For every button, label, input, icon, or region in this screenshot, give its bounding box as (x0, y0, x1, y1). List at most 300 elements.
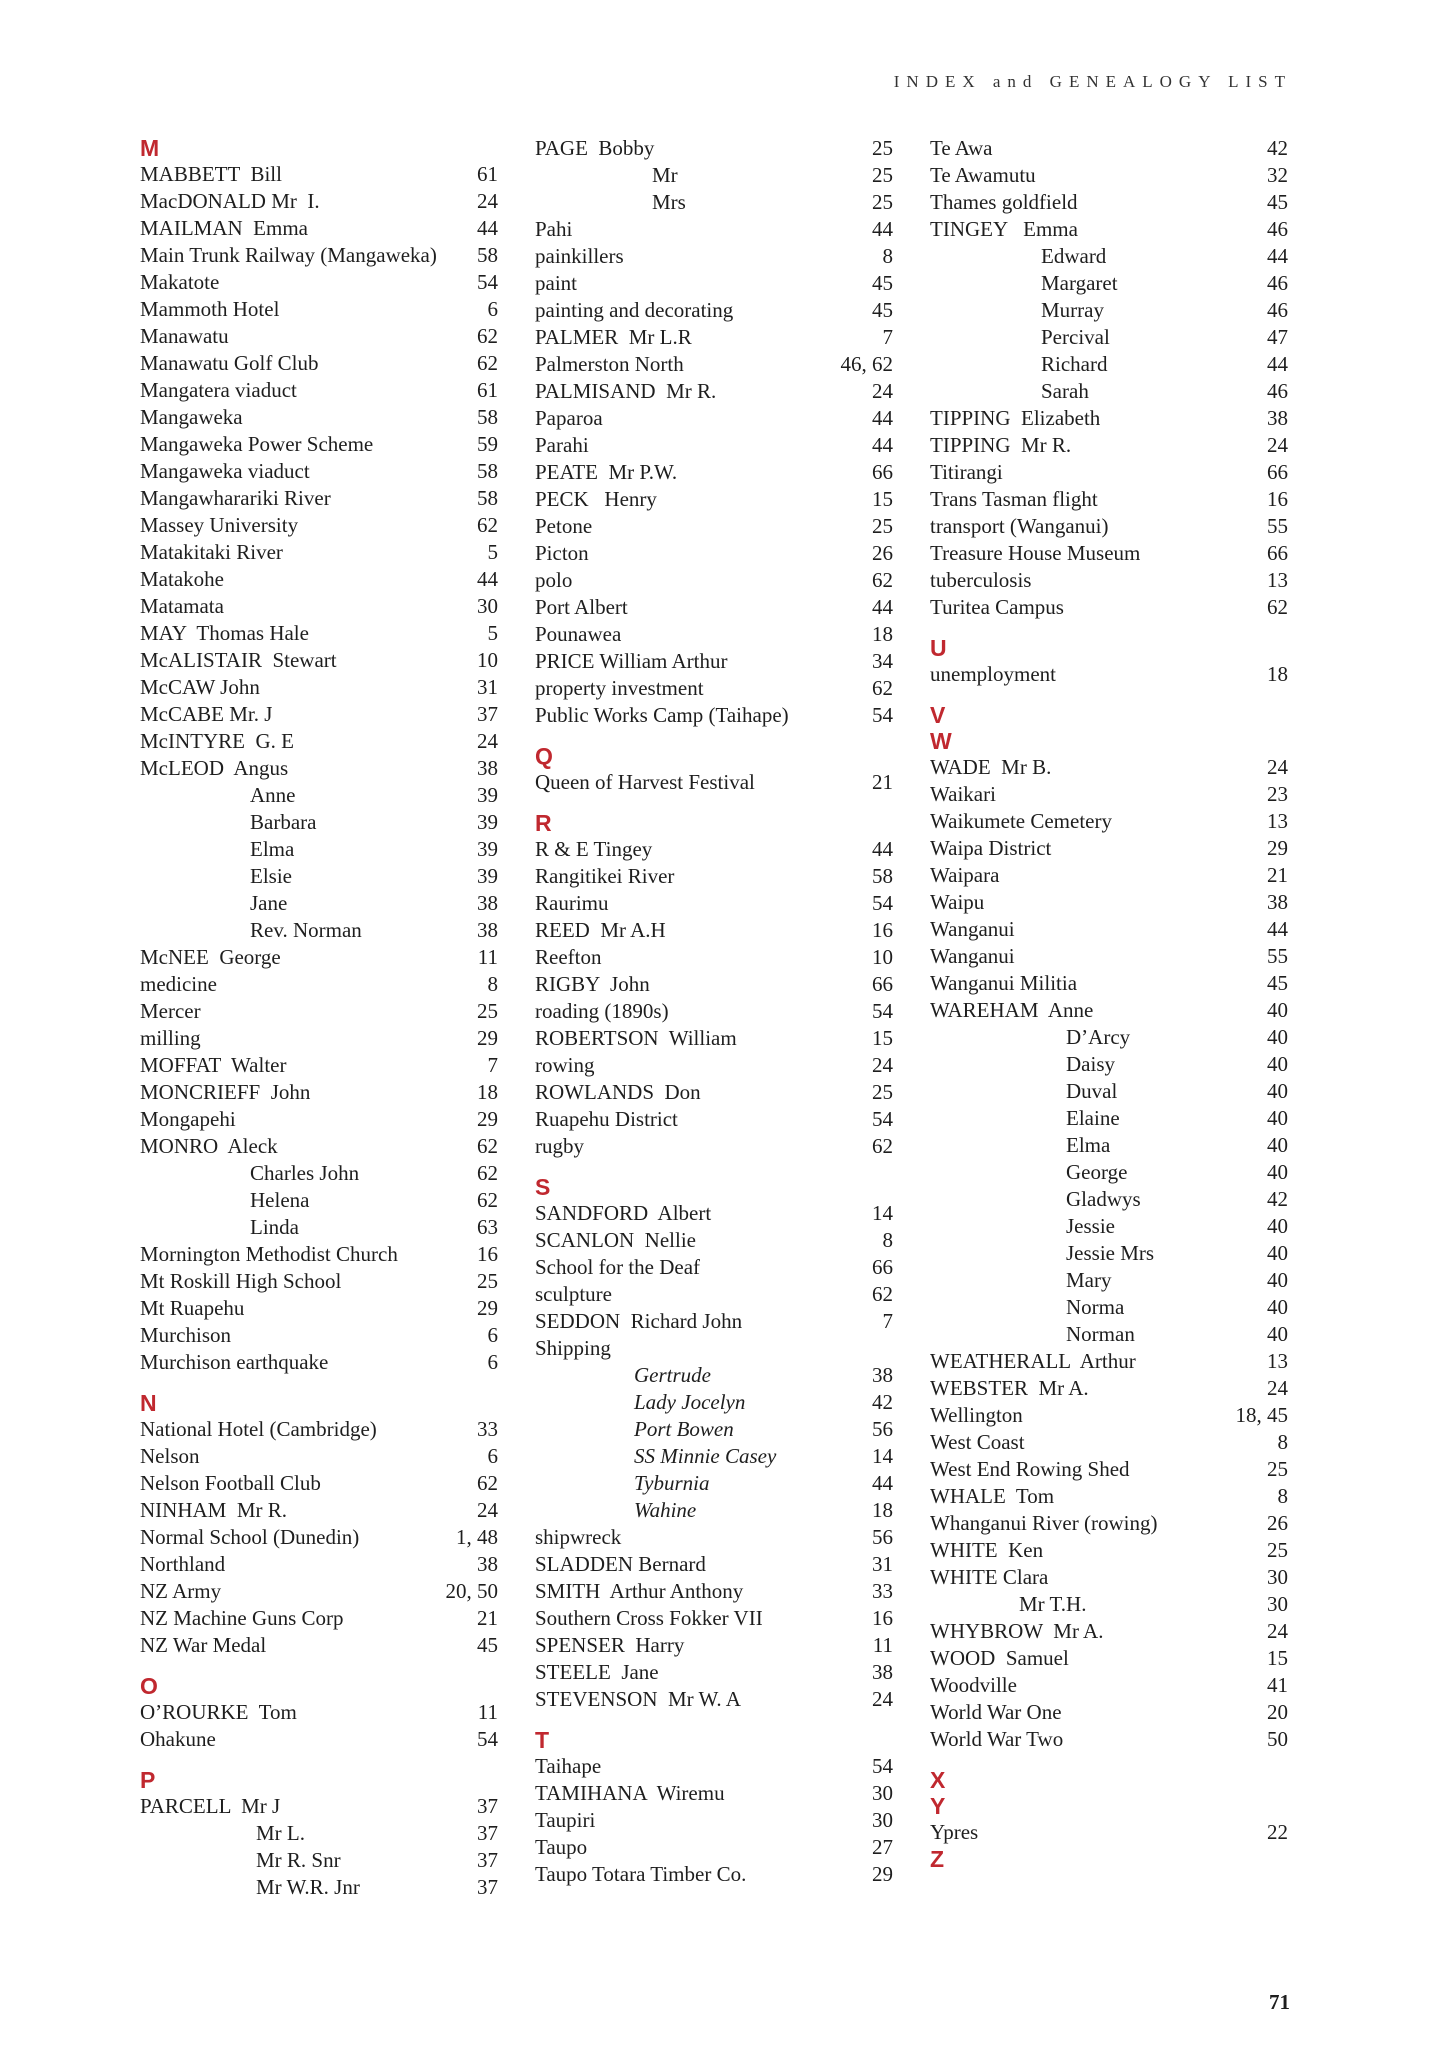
index-entry (140, 458, 498, 485)
index-entry (930, 754, 1288, 781)
index-term: McNEE George (140, 945, 281, 969)
index-term: Waikumete Cemetery (930, 809, 1112, 833)
page-reference: 24 (872, 1053, 893, 1077)
index-entry (535, 540, 893, 567)
index-term: STEVENSON Mr W. A (535, 1687, 741, 1711)
index-term: Gladwys (1066, 1187, 1141, 1211)
index-term: Woodville (930, 1673, 1017, 1697)
index-entry (535, 1578, 893, 1605)
page-reference: 62 (477, 351, 498, 375)
index-entry (930, 405, 1288, 432)
index-term: Rev. Norman (250, 918, 362, 942)
index-entry (930, 189, 1288, 216)
index-term: Port Albert (535, 595, 628, 619)
index-entry (140, 323, 498, 350)
index-entry (140, 593, 498, 620)
index-entry (930, 459, 1288, 486)
section-letter-o: O (140, 1673, 158, 1699)
index-term: Mangaweka viaduct (140, 459, 310, 483)
index-entry (535, 1551, 893, 1578)
page-reference: 25 (872, 163, 893, 187)
page-reference: 58 (477, 405, 498, 429)
page-reference: 25 (477, 999, 498, 1023)
page-reference: 58 (477, 459, 498, 483)
page-reference: 5 (487, 621, 498, 645)
page-reference: 8 (882, 1228, 893, 1252)
index-term: Trans Tasman flight (930, 487, 1098, 511)
page-reference: 24 (1267, 433, 1288, 457)
section-letter-w: W (930, 728, 952, 754)
index-term: WADE Mr B. (930, 755, 1052, 779)
page-reference: 46, 62 (840, 352, 893, 376)
page-reference: 10 (872, 945, 893, 969)
index-term: Northland (140, 1552, 226, 1576)
index-term: WAREHAM Anne (930, 998, 1094, 1022)
index-term: McINTYRE G. E (140, 729, 294, 753)
index-subentry (930, 1321, 1288, 1348)
index-entry (535, 324, 893, 351)
index-subentry (140, 917, 498, 944)
page-reference: 27 (872, 1835, 893, 1859)
index-entry (535, 432, 893, 459)
page-reference: 15 (872, 487, 893, 511)
page-reference: 24 (1267, 755, 1288, 779)
page-reference: 44 (1267, 244, 1288, 268)
index-entry (930, 1819, 1288, 1846)
page-reference: 44 (872, 837, 893, 861)
index-subentry (930, 1132, 1288, 1159)
index-term: West Coast (930, 1430, 1025, 1454)
page-reference: 58 (477, 243, 498, 267)
index-entry (140, 1726, 498, 1753)
page-reference: 62 (477, 1134, 498, 1158)
index-subentry (930, 1186, 1288, 1213)
index-entry (535, 944, 893, 971)
index-term: Treasure House Museum (930, 541, 1141, 565)
index-term: roading (1890s) (535, 999, 669, 1023)
page-reference: 30 (872, 1781, 893, 1805)
index-entry (535, 459, 893, 486)
page-reference: 6 (487, 297, 498, 321)
index-entry (140, 1106, 498, 1133)
index-term: Matamata (140, 594, 224, 618)
page-reference: 40 (1267, 1025, 1288, 1049)
page-reference: 20, 50 (445, 1579, 498, 1603)
index-entry (140, 404, 498, 431)
index-term: PRICE William Arthur (535, 649, 728, 673)
index-term: MONRO Aleck (140, 1134, 278, 1158)
index-term: WEBSTER Mr A. (930, 1376, 1089, 1400)
index-term: Charles John (250, 1161, 360, 1185)
index-subentry (140, 863, 498, 890)
page-reference: 62 (1267, 595, 1288, 619)
index-subentry (930, 1294, 1288, 1321)
section-letter-r: R (535, 810, 552, 836)
page-reference: 66 (1267, 460, 1288, 484)
page-reference: 22 (1267, 1820, 1288, 1844)
index-entry (140, 215, 498, 242)
page-reference: 18, 45 (1235, 1403, 1288, 1427)
page-reference: 13 (1267, 809, 1288, 833)
page-reference: 40 (1267, 1322, 1288, 1346)
page-reference: 63 (477, 1215, 498, 1239)
index-term: Whanganui River (rowing) (930, 1511, 1158, 1535)
index-term: paint (535, 271, 577, 295)
index-term: Wahine (634, 1498, 697, 1522)
index-entry (535, 1106, 893, 1133)
page-reference: 46 (1267, 217, 1288, 241)
index-term: Sarah (1041, 379, 1089, 403)
page-reference: 7 (882, 1309, 893, 1333)
index-term: SMITH Arthur Anthony (535, 1579, 744, 1603)
index-entry (140, 944, 498, 971)
index-term: tuberculosis (930, 568, 1032, 592)
index-entry (535, 1686, 893, 1713)
index-entry (140, 701, 498, 728)
index-term: REED Mr A.H (535, 918, 666, 942)
page-reference: 40 (1267, 1268, 1288, 1292)
index-term: Waikari (930, 782, 996, 806)
index-entry (930, 1726, 1288, 1753)
index-term: TIPPING Elizabeth (930, 406, 1101, 430)
page-reference: 8 (1277, 1484, 1288, 1508)
index-entry (535, 513, 893, 540)
page-reference: 40 (1267, 1214, 1288, 1238)
index-term: Mr R. Snr (256, 1848, 341, 1872)
section-letter-n: N (140, 1390, 157, 1416)
index-entry (535, 486, 893, 513)
index-term: Elaine (1066, 1106, 1120, 1130)
page-reference: 7 (882, 325, 893, 349)
index-term: MONCRIEFF John (140, 1080, 311, 1104)
page-reference: 18 (872, 622, 893, 646)
index-entry (140, 269, 498, 296)
index-term: Massey University (140, 513, 299, 537)
index-entry (140, 350, 498, 377)
section-letter-z: Z (930, 1846, 945, 1872)
section-letter-p: P (140, 1767, 156, 1793)
index-entry (930, 513, 1288, 540)
page-reference: 38 (477, 1552, 498, 1576)
page-reference: 25 (872, 190, 893, 214)
page-reference: 6 (487, 1350, 498, 1374)
page-reference: 44 (872, 595, 893, 619)
index-term: Waipu (930, 890, 985, 914)
index-subentry (140, 890, 498, 917)
page-reference: 32 (1267, 163, 1288, 187)
page-reference: 54 (872, 1754, 893, 1778)
index-term: Petone (535, 514, 593, 538)
index-subentry (930, 1213, 1288, 1240)
index-subentry (930, 1591, 1288, 1618)
index-entry (535, 621, 893, 648)
index-entry (140, 1632, 498, 1659)
index-entry (930, 661, 1288, 688)
index-term: Wanganui (930, 944, 1015, 968)
index-column-2 (535, 135, 893, 1888)
index-column-3 (930, 135, 1288, 1872)
page-reference: 6 (487, 1444, 498, 1468)
index-term: Lady Jocelyn (634, 1390, 746, 1414)
page-reference: 25 (477, 1269, 498, 1293)
index-entry (535, 1227, 893, 1254)
index-term: Picton (535, 541, 589, 565)
index-term: SANDFORD Albert (535, 1201, 712, 1225)
index-subentry (535, 1389, 893, 1416)
page-reference: 16 (872, 918, 893, 942)
index-entry (930, 1402, 1288, 1429)
index-entry (535, 836, 893, 863)
index-term: Palmerston North (535, 352, 684, 376)
index-term: Ohakune (140, 1727, 216, 1751)
index-entry (140, 1497, 498, 1524)
page-reference: 30 (1267, 1592, 1288, 1616)
index-term: Anne (250, 783, 296, 807)
page-reference: 40 (1267, 1133, 1288, 1157)
index-term: Public Works Camp (Taihape) (535, 703, 789, 727)
index-entry (930, 1456, 1288, 1483)
page-reference: 30 (872, 1808, 893, 1832)
page-reference: 37 (477, 1794, 498, 1818)
index-subentry (930, 1159, 1288, 1186)
index-term: Norman (1066, 1322, 1135, 1346)
page-reference: 45 (872, 298, 893, 322)
page-reference: 66 (1267, 541, 1288, 565)
page-reference: 40 (1267, 998, 1288, 1022)
page-reference: 66 (872, 1255, 893, 1279)
index-term: NZ Army (140, 1579, 222, 1603)
index-subentry (930, 1078, 1288, 1105)
index-entry (535, 1200, 893, 1227)
index-entry (140, 1349, 498, 1376)
index-subentry (140, 809, 498, 836)
page-reference: 11 (872, 1633, 893, 1657)
page-reference: 6 (487, 1323, 498, 1347)
page-reference: 29 (477, 1107, 498, 1131)
index-term: West End Rowing Shed (930, 1457, 1130, 1481)
index-term: Paparoa (535, 406, 603, 430)
page-reference: 39 (477, 783, 498, 807)
index-term: Nelson Football Club (140, 1471, 321, 1495)
page-reference: 20 (1267, 1700, 1288, 1724)
index-term: Gertrude (634, 1363, 711, 1387)
index-entry (140, 1295, 498, 1322)
running-head: INDEX and GENEALOGY LIST (893, 72, 1292, 91)
index-entry (535, 1133, 893, 1160)
index-entry (535, 1052, 893, 1079)
index-entry (930, 835, 1288, 862)
page-reference: 58 (477, 486, 498, 510)
page-reference: 46 (1267, 298, 1288, 322)
index-term: painting and decorating (535, 298, 734, 322)
index-term: Reefton (535, 945, 602, 969)
index-subentry (930, 1105, 1288, 1132)
page-reference: 37 (477, 1875, 498, 1899)
page-reference: 44 (1267, 917, 1288, 941)
page-reference: 14 (872, 1201, 893, 1225)
index-entry (535, 971, 893, 998)
page-reference: 15 (1267, 1646, 1288, 1670)
index-entry (140, 1524, 498, 1551)
page-reference: 18 (1267, 662, 1288, 686)
page-reference: 40 (1267, 1079, 1288, 1103)
index-term: Parahi (535, 433, 589, 457)
page-reference: 58 (872, 864, 893, 888)
index-term: Mangatera viaduct (140, 378, 297, 402)
page-reference: 55 (1267, 944, 1288, 968)
index-term: MAY Thomas Hale (140, 621, 309, 645)
index-term: Waipara (930, 863, 1000, 887)
index-term: Taihape (535, 1754, 602, 1778)
page-reference: 42 (1267, 1187, 1288, 1211)
index-entry (140, 1052, 498, 1079)
page-reference: 62 (872, 568, 893, 592)
index-entry (535, 1524, 893, 1551)
index-term: Manawatu Golf Club (140, 351, 319, 375)
page-reference: 29 (477, 1296, 498, 1320)
index-entry (535, 998, 893, 1025)
page-reference: 40 (1267, 1052, 1288, 1076)
page-reference: 54 (872, 999, 893, 1023)
index-entry (140, 188, 498, 215)
page-reference: 40 (1267, 1106, 1288, 1130)
index-entry (140, 1793, 498, 1820)
index-entry (535, 567, 893, 594)
page-reference: 62 (872, 676, 893, 700)
index-term: milling (140, 1026, 201, 1050)
page-reference: 8 (882, 244, 893, 268)
index-entry (535, 1281, 893, 1308)
index-term: Te Awamutu (930, 163, 1036, 187)
index-entry (140, 1133, 498, 1160)
page-reference: 42 (1267, 136, 1288, 160)
index-entry (535, 405, 893, 432)
page-reference: 33 (477, 1417, 498, 1441)
page-reference: 56 (872, 1417, 893, 1441)
index-entry (140, 728, 498, 755)
index-term: WHYBROW Mr A. (930, 1619, 1104, 1643)
index-entry (930, 1510, 1288, 1537)
page-reference: 44 (477, 567, 498, 591)
section-letter-y: Y (930, 1793, 946, 1819)
page-reference: 54 (477, 1727, 498, 1751)
index-entry (535, 270, 893, 297)
page-reference: 39 (477, 810, 498, 834)
index-subentry (140, 782, 498, 809)
index-term: George (1066, 1160, 1128, 1184)
index-subentry (535, 1470, 893, 1497)
index-entry (535, 890, 893, 917)
index-entry (930, 1375, 1288, 1402)
page-reference: 44 (872, 433, 893, 457)
index-term: R & E Tingey (535, 837, 653, 861)
index-term: PALMISAND Mr R. (535, 379, 717, 403)
index-entry (930, 1699, 1288, 1726)
index-entry (535, 1659, 893, 1686)
index-subentry (930, 243, 1288, 270)
page-reference: 38 (477, 891, 498, 915)
page-reference: 54 (872, 891, 893, 915)
page-reference: 66 (872, 460, 893, 484)
index-subentry (535, 1443, 893, 1470)
page-reference: 44 (872, 217, 893, 241)
page-reference: 21 (872, 770, 893, 794)
index-term: Southern Cross Fokker VII (535, 1606, 763, 1630)
index-term: Nelson (140, 1444, 200, 1468)
index-term: painkillers (535, 244, 624, 268)
index-term: Elma (250, 837, 295, 861)
index-entry (535, 1753, 893, 1780)
index-subentry (535, 162, 893, 189)
index-entry (140, 620, 498, 647)
index-entry (930, 594, 1288, 621)
index-entry (140, 1443, 498, 1470)
page-reference: 40 (1267, 1160, 1288, 1184)
index-entry (535, 1834, 893, 1861)
page-reference: 42 (872, 1390, 893, 1414)
index-term: PAGE Bobby (535, 136, 655, 160)
section-letter-s: S (535, 1174, 551, 1200)
index-entry (930, 1348, 1288, 1375)
page-reference: 25 (1267, 1457, 1288, 1481)
index-term: MABBETT Bill (140, 162, 282, 186)
page-reference: 30 (477, 594, 498, 618)
index-entry (930, 862, 1288, 889)
index-entry (930, 486, 1288, 513)
index-entry (140, 1470, 498, 1497)
index-entry (535, 135, 893, 162)
index-entry (535, 351, 893, 378)
index-term: Mr L. (256, 1821, 305, 1845)
index-term: Taupo Totara Timber Co. (535, 1862, 747, 1886)
index-term: Pahi (535, 217, 573, 241)
index-term: Mongapehi (140, 1107, 236, 1131)
page-reference: 66 (872, 972, 893, 996)
index-entry (535, 863, 893, 890)
index-term: STEELE Jane (535, 1660, 659, 1684)
page-reference: 54 (872, 703, 893, 727)
index-term: Rangitikei River (535, 864, 675, 888)
index-entry (140, 1079, 498, 1106)
page-reference: 24 (872, 379, 893, 403)
page-reference: 14 (872, 1444, 893, 1468)
index-entry (535, 648, 893, 675)
page-reference: 44 (872, 406, 893, 430)
page-reference: 29 (872, 1862, 893, 1886)
page-reference: 38 (477, 756, 498, 780)
index-term: Daisy (1066, 1052, 1115, 1076)
index-term: D’Arcy (1066, 1025, 1131, 1049)
index-subentry (535, 1497, 893, 1524)
page-reference: 59 (477, 432, 498, 456)
index-term: property investment (535, 676, 704, 700)
page-reference: 61 (477, 378, 498, 402)
index-entry (140, 431, 498, 458)
index-entry (930, 808, 1288, 835)
page-reference: 38 (872, 1660, 893, 1684)
index-term: WOOD Samuel (930, 1646, 1069, 1670)
page-reference: 16 (477, 1242, 498, 1266)
index-subentry (535, 189, 893, 216)
index-entry (930, 432, 1288, 459)
index-term: PALMER Mr L.R (535, 325, 692, 349)
page-reference: 21 (1267, 863, 1288, 887)
index-term: Matakohe (140, 567, 224, 591)
index-term: Turitea Campus (930, 595, 1064, 619)
section-letter-t: T (535, 1727, 550, 1753)
section-letter-m: M (140, 135, 160, 161)
index-term: Queen of Harvest Festival (535, 770, 755, 794)
